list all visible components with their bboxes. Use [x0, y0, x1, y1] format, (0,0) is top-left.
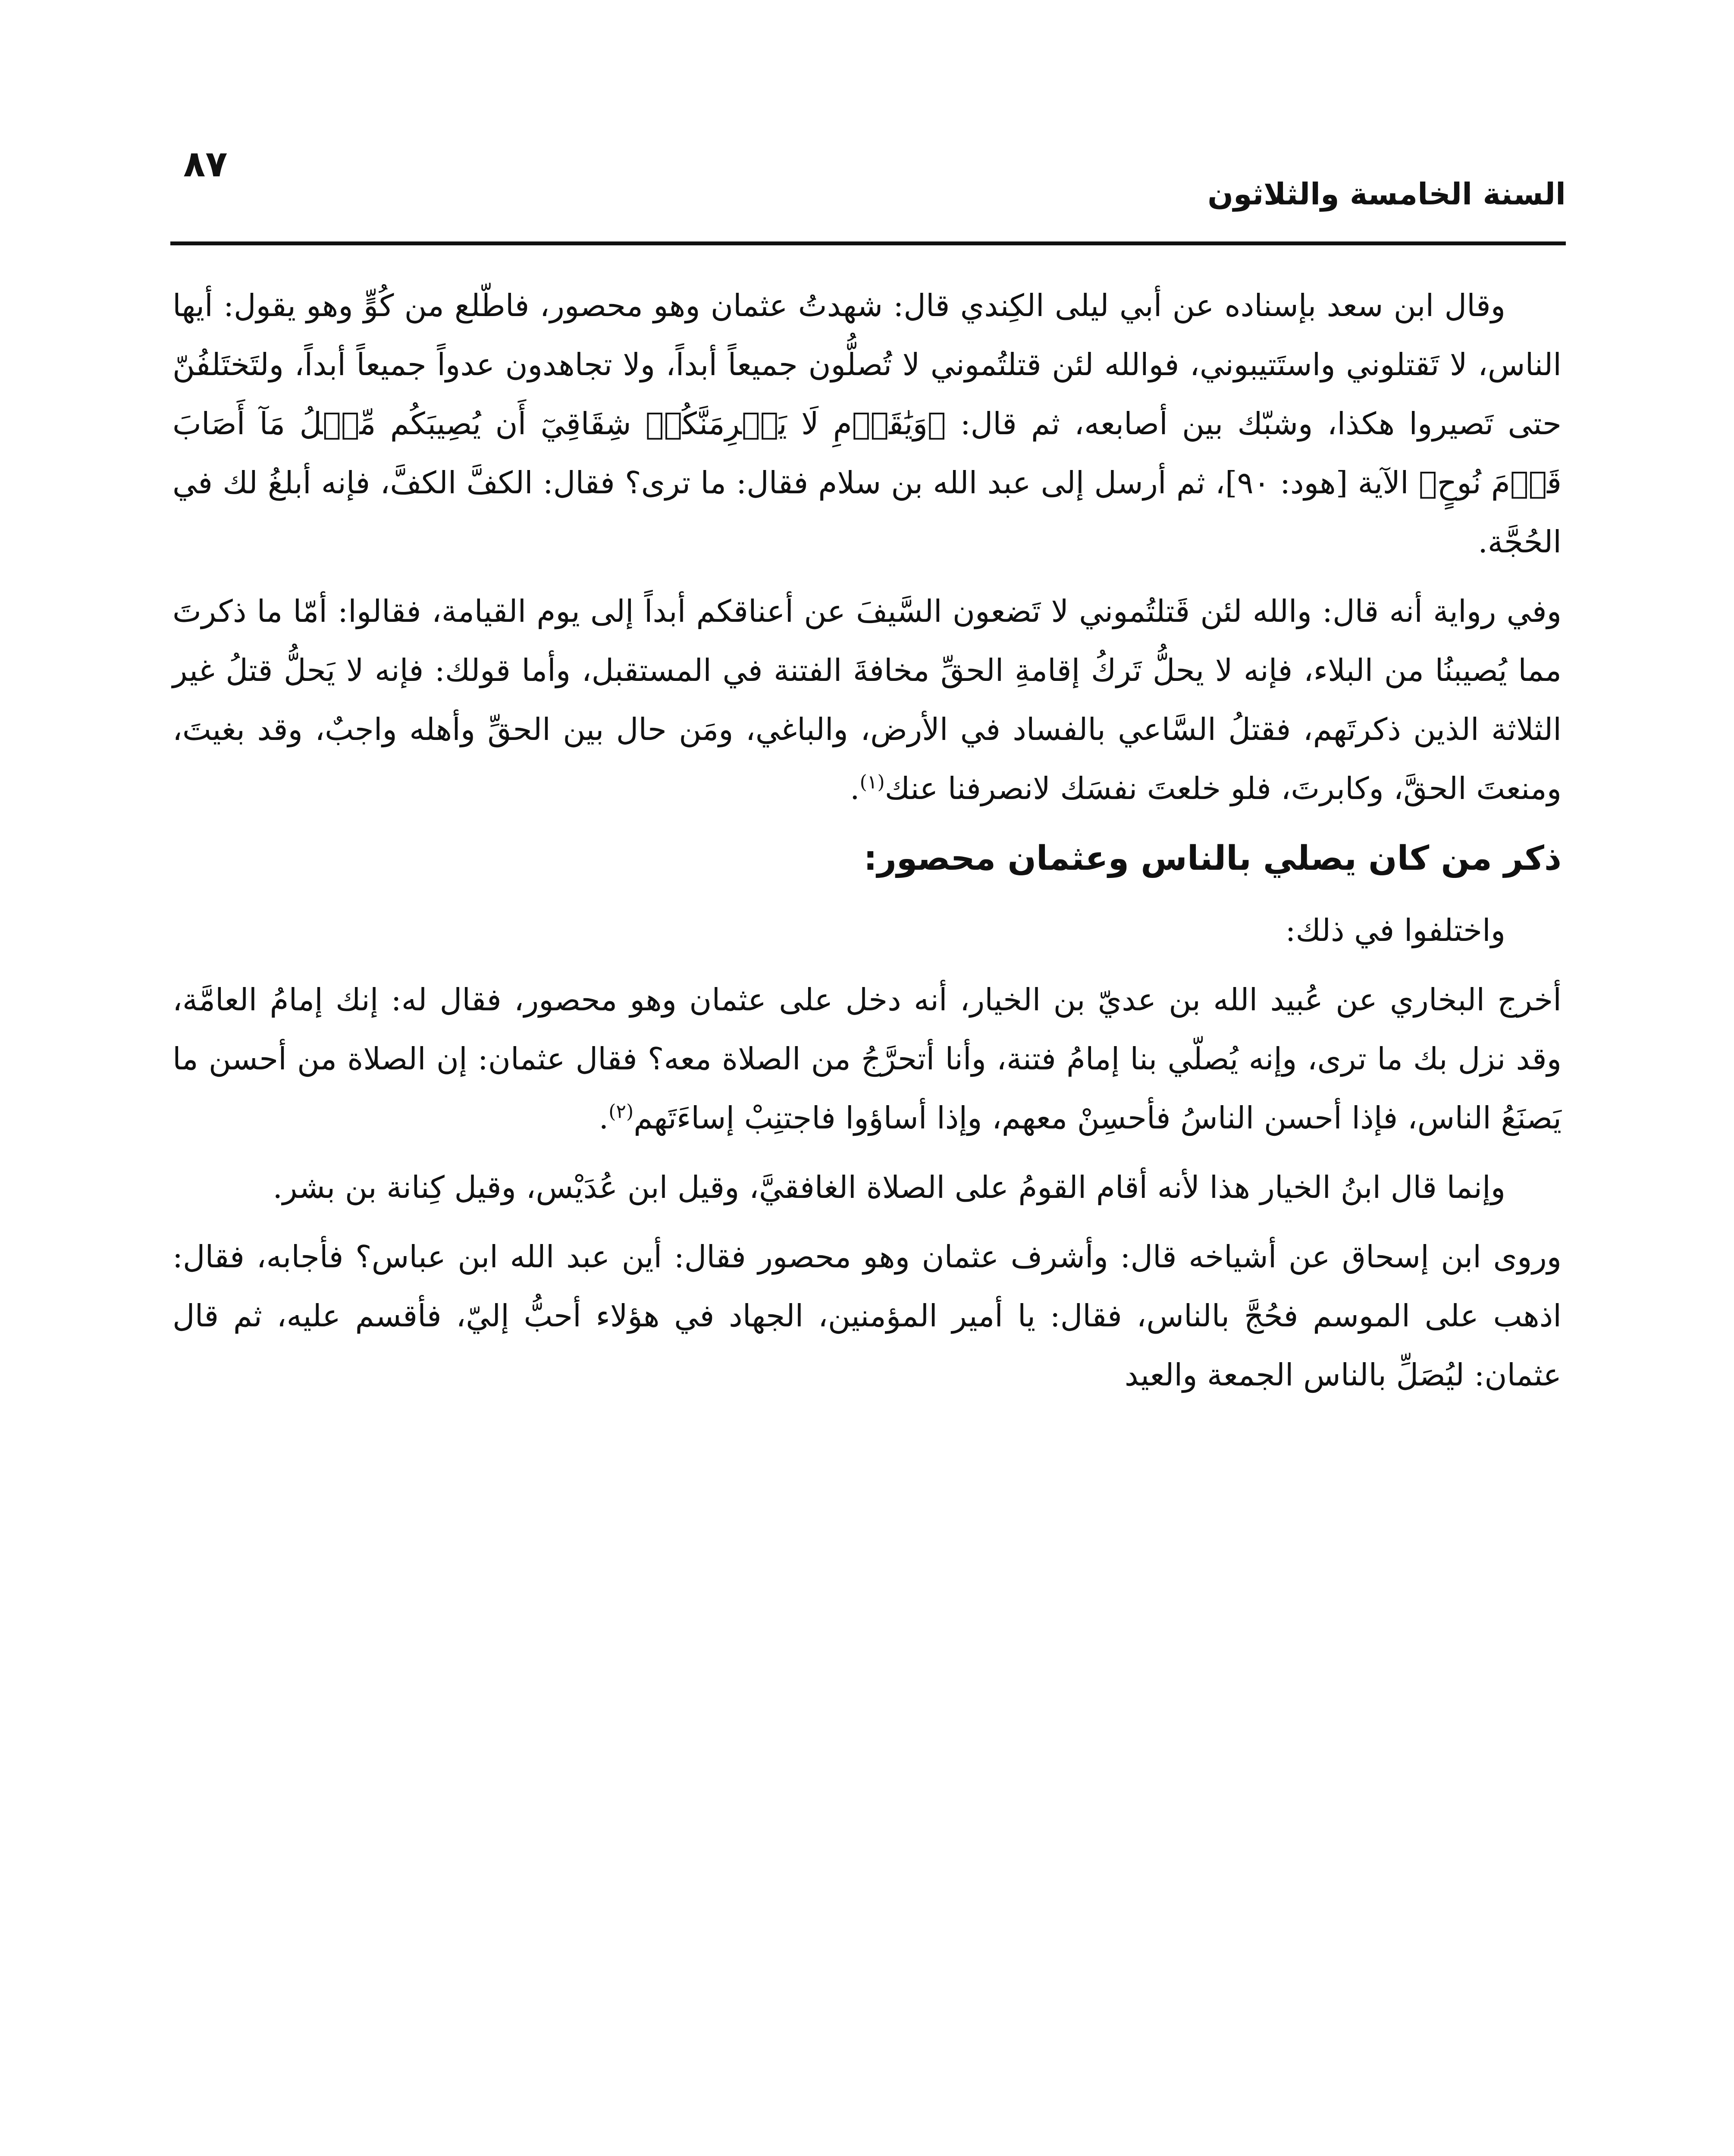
paragraph-riwaya-text: وفي رواية أنه قال: والله لئن قَتلتُموني لا تَضعون السَّيفَ عن أعناقكم أبداً إلى يوم القيامة، فقالوا: أمّا ما ذكرتَ مما يُصيبنُا من البلاء، فإنه لا يحلُّ تَركُ إقامةِ الحقِّ مخافةَ الفتنة في المستقبل، وأما قولك: فإنه لا يَحلُّ قتلُ غير الثلاثة الذين ذكرتَهم، فقتلُ السَّاعي بالفساد في الأرض، والباغي، ومَن حال بين الحقِّ وأهله واجبٌ، وقد بغيتَ، ومنعتَ الحقَّ، وكابرتَ، فلو خلعتَ نفسَك لانصرفنا عنك	[172, 593, 1562, 806]
paragraph-ibn-khiyar: وإنما قال ابنُ الخيار هذا لأنه أقام القومُ على الصلاة الغافقيَّ، وقيل ابن عُدَيْس، وقيل كِنانة بن بشر.	[273, 1169, 1505, 1205]
running-title: السنة الخامسة والثلاثون	[1207, 176, 1566, 212]
footnote-ref-1[interactable]: (١)	[859, 771, 885, 793]
header-rule	[170, 241, 1566, 245]
running-header	[170, 142, 1566, 229]
page-number: ٨٧	[183, 143, 228, 185]
body-text	[172, 276, 1562, 1415]
footnote-ref-2[interactable]: (٢)	[608, 1100, 634, 1123]
paragraph-bukhari-text: أخرج البخاري عن عُبيد الله بن عديّ بن الخيار، أنه دخل على عثمان وهو محصور، فقال له: إنك إمامُ العامَّة، وقد نزل بك ما ترى، وإنه يُصلّي بنا إمامُ فتنة، وأنا أتحرَّجُ من الصلاة معه؟ فقال عثمان: إن الصلاة من أحسن ما يَصنَعُ الناس، فإذا أحسن الناسُ فأحسِنْ معهم، وإذا أساؤوا فاجتنِبْ إساءَتَهم	[172, 982, 1562, 1136]
paragraph-ikhtilaf: واختلفوا في ذلك:	[1285, 912, 1505, 948]
paragraph-ibn-saad-text: وقال ابن سعد بإسناده عن أبي ليلى الكِندي قال: شهدتُ عثمان وهو محصور، فاطّلع من كُوٍّ وهو يقول: أيها الناس، لا تَقتلوني واستَتيبوني، فوالله لئن قتلتُموني لا تُصلُّون جميعاً أبداً، ولا تجاهدون عدواً جميعاً أبداً، ولتَختَلفُنّ حتى تَصيروا هكذا، وشبّك بين أصابعه، ثم قال: ﴿وَيَٰقَوۡمِ لَا يَجۡرِمَنَّكُمۡ شِقَاقِيٓ أَن يُصِيبَكُم مِّثۡلُ مَآ أَصَابَ قَوۡمَ نُوحٍ﴾ الآية [هود: ٩٠]، ثم أرسل إلى عبد الله بن سلام فقال: ما ترى؟ فقال: الكفَّ الكفَّ، فإنه أبلغُ لك في الحُجَّة.	[172, 288, 1562, 560]
paragraph-ibn-ishaq: وروى ابن إسحاق عن أشياخه قال: وأشرف عثمان وهو محصور فقال: أين عبد الله ابن عباس؟ فأجابه، فقال: اذهب على الموسم فحُجَّ بالناس، فقال: يا أمير المؤمنين، الجهاد في هؤلاء أحبُّ إليّ، فأقسم عليه، ثم قال عثمان: ليُصَلِّ بالناس الجمعة والعيد	[172, 1239, 1562, 1393]
paragraph-riwaya-end: .	[850, 771, 860, 806]
section-heading: ذكر من كان يصلي بالناس وعثمان محصور:	[863, 839, 1562, 878]
paragraph-riwaya	[172, 582, 1562, 818]
paragraph-ibn-saad	[172, 276, 1562, 571]
paragraph-bukhari-end: .	[599, 1100, 609, 1136]
paragraph-bukhari	[172, 970, 1562, 1147]
